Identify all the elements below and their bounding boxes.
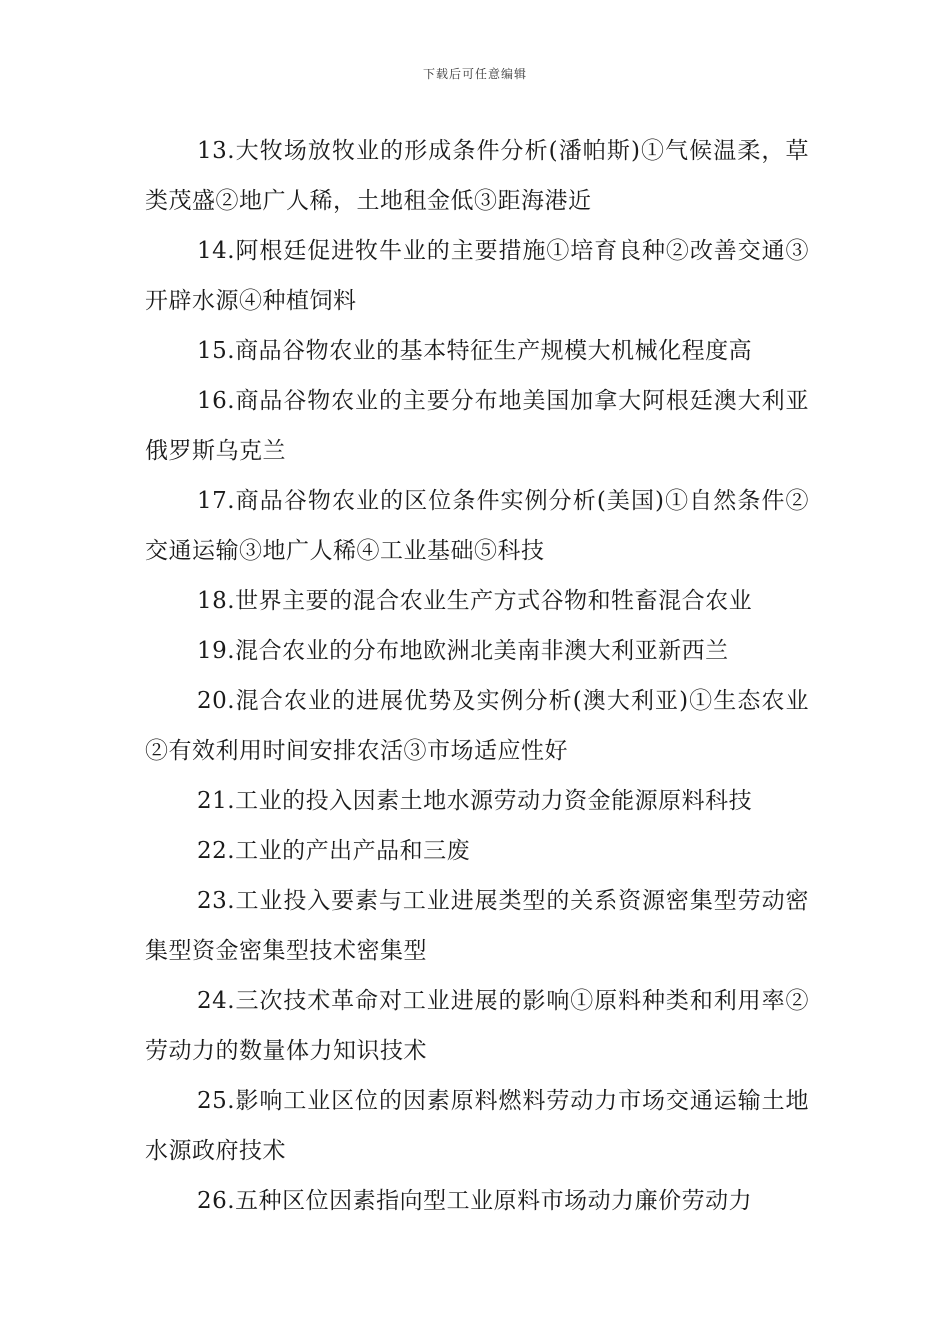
paragraph-25: 25.影响工业区位的因素原料燃料劳动力市场交通运输土地水源政府技术	[145, 1088, 809, 1164]
paragraph-22: 22.工业的产出产品和三废	[197, 838, 471, 864]
paragraph-20: 20.混合农业的进展优势及实例分析(澳大利亚)①生态农业②有效利用时间安排农活③市场适应性好	[145, 688, 809, 764]
paragraph-19: 19.混合农业的分布地欧洲北美南非澳大利亚新西兰	[197, 638, 729, 664]
paragraph-14: 14.阿根廷促进牧牛业的主要措施①培育良种②改善交通③开辟水源④种植饲料	[145, 238, 809, 314]
paragraph-13: 13.大牧场放牧业的形成条件分析(潘帕斯)①气候温柔，草类茂盛②地广人稀，土地租金低③距海港近	[145, 138, 809, 214]
page-header: 下载后可任意编辑	[422, 67, 527, 81]
paragraph-23: 23.工业投入要素与工业进展类型的关系资源密集型劳动密集型资金密集型技术密集型	[145, 888, 809, 964]
paragraph-17: 17.商品谷物农业的区位条件实例分析(美国)①自然条件②交通运输③地广人稀④工业基础⑤科技	[145, 488, 809, 564]
paragraph-15: 15.商品谷物农业的基本特征生产规模大机械化程度高	[197, 338, 753, 364]
paragraph-18: 18.世界主要的混合农业生产方式谷物和牲畜混合农业	[197, 588, 753, 614]
paragraph-21: 21.工业的投入因素土地水源劳动力资金能源原料科技	[197, 788, 753, 814]
paragraph-16: 16.商品谷物农业的主要分布地美国加拿大阿根廷澳大利亚俄罗斯乌克兰	[145, 388, 809, 464]
paragraph-26: 26.五种区位因素指向型工业原料市场动力廉价劳动力	[197, 1188, 753, 1214]
document-body	[145, 126, 809, 1226]
paragraph-24: 24.三次技术革命对工业进展的影响①原料种类和利用率②劳动力的数量体力知识技术	[145, 988, 809, 1064]
